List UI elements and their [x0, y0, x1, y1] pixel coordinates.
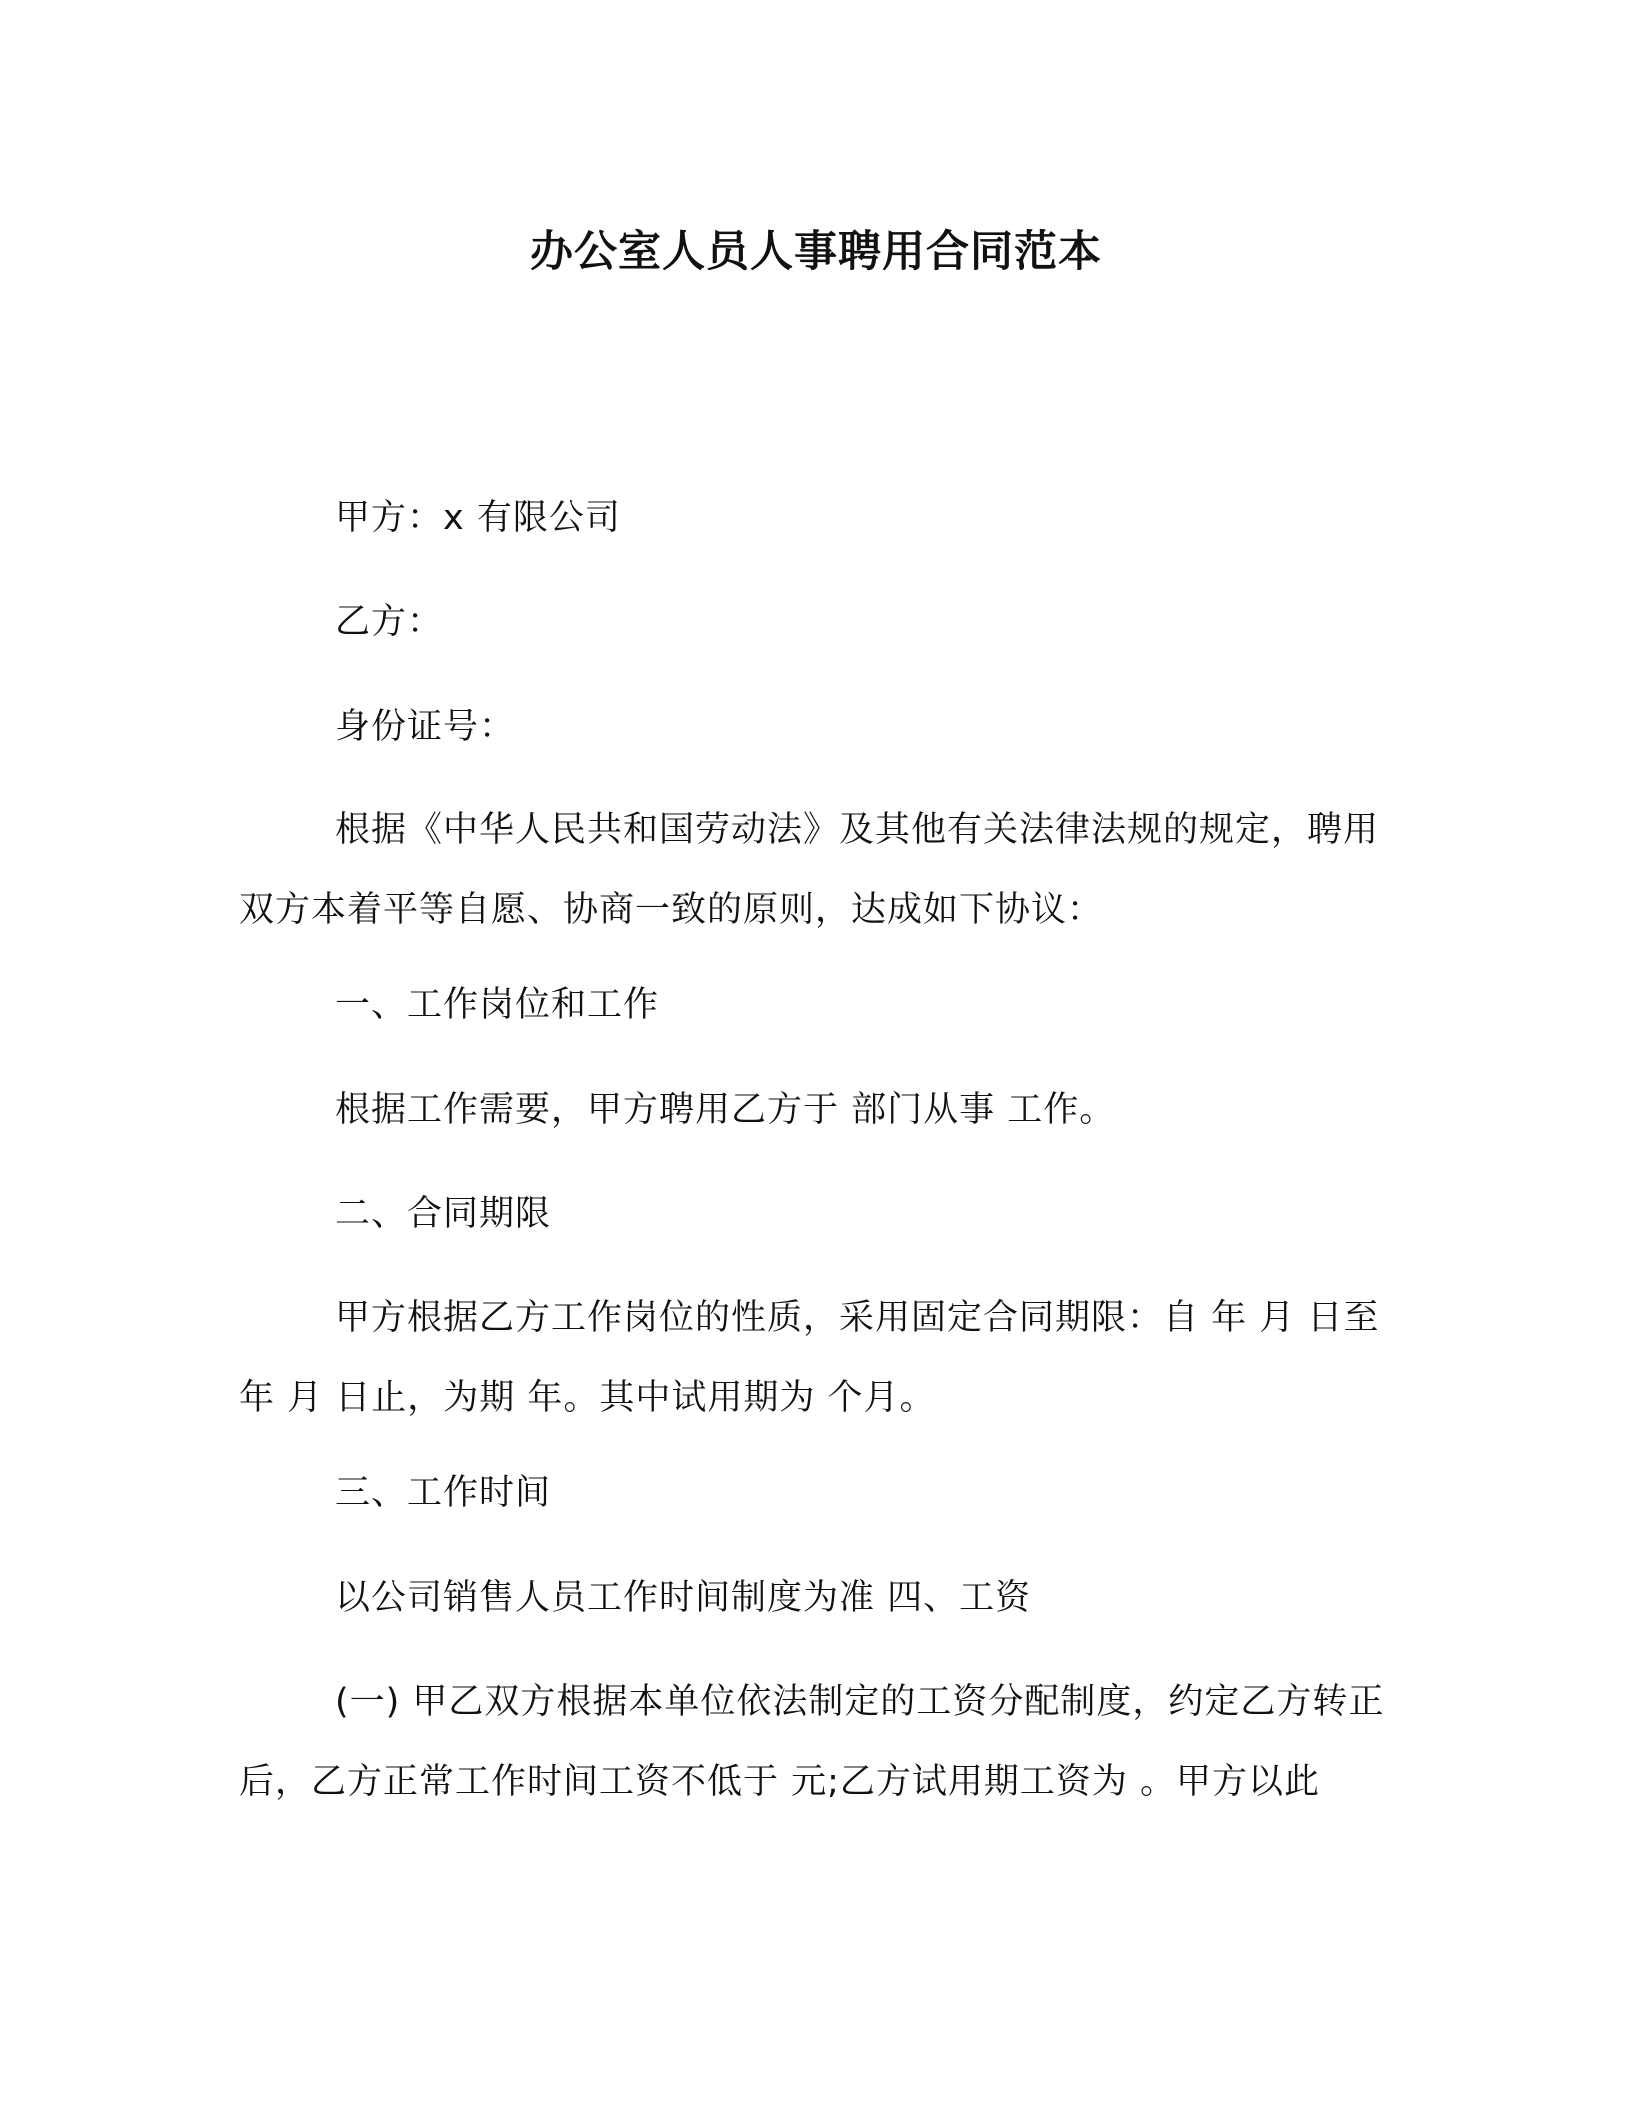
section-2-body: 甲方根据乙方工作岗位的性质，采用固定合同期限：自 年 月 日至 年 月 日止，为期 年。其中试用期为 个月。	[239, 1298, 1380, 1418]
party-b-line: 乙方：	[335, 602, 444, 642]
document-title: 办公室人员人事聘用合同范本	[530, 227, 1102, 277]
section-3-heading: 三、工作时间	[335, 1473, 552, 1513]
section-4-item-1: (一) 甲乙双方根据本单位依法制定的工资分配制度，约定乙方转正后，乙方正常工作时间工资不低于 元;乙方试用期工资为 。甲方以此	[239, 1682, 1385, 1802]
section-1-body: 根据工作需要，甲方聘用乙方于 部门从事 工作。	[335, 1090, 1116, 1130]
section-2-heading: 二、合同期限	[335, 1194, 552, 1234]
id-number-line: 身份证号：	[335, 707, 516, 747]
section-1-heading: 一、工作岗位和工作	[335, 985, 660, 1025]
preamble-paragraph: 根据《中华人民共和国劳动法》及其他有关法律法规的规定，聘用双方本着平等自愿、协商一致的原则，达成如下协议：	[239, 810, 1380, 930]
section-3-body: 以公司销售人员工作时间制度为准 四、工资	[335, 1578, 1032, 1618]
party-a-line: 甲方：x 有限公司	[335, 498, 621, 538]
